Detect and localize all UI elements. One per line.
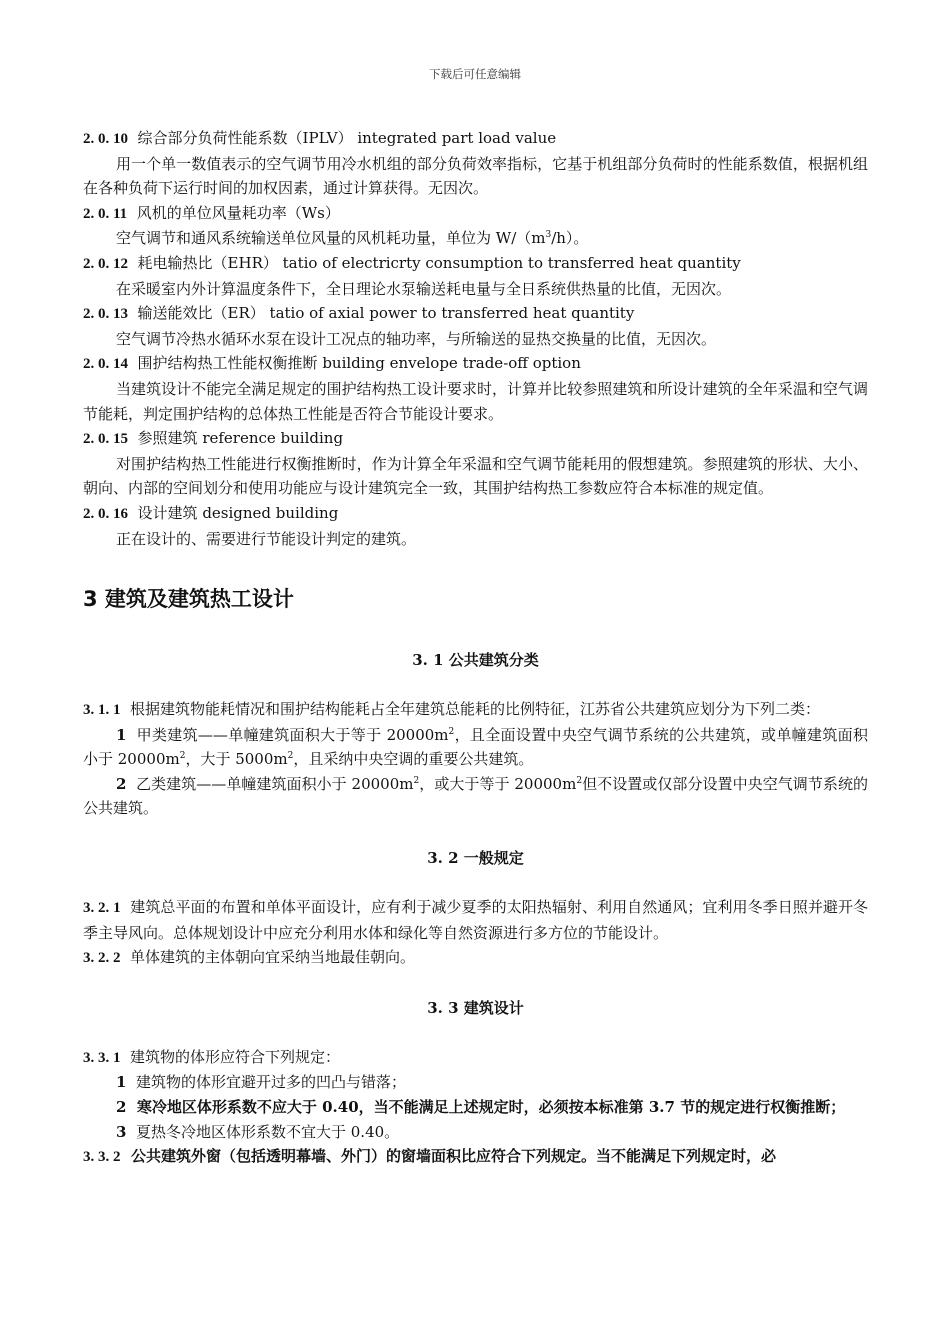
chapter-3-title: 3 建筑及建筑热工设计 xyxy=(83,587,294,612)
clause-text: 建筑总平面的布置和单体平面设计，应有利于减少夏季的太阳热辐射、利用自然通风；宜利用冬季日照并避开冬季主导风向。总体规划设计中应充分利用水体和绿化等自然资源进行多方位的节能设计。 xyxy=(83,898,868,942)
item-text: 乙类建筑——单幢建筑面积小于 20000m xyxy=(136,774,414,793)
clause-3-3-1-item-3 xyxy=(83,1120,868,1145)
term-2-0-12-heading xyxy=(83,251,868,277)
clause-number: 2. 0. 14 xyxy=(83,356,128,373)
clause-text: 根据建筑物能耗情况和围护结构能耗占全年建筑总能耗的比例特征，江苏省公共建筑应划分为下列二类： xyxy=(130,700,821,719)
clause-number: 2. 0. 16 xyxy=(83,505,128,522)
clause-3-1-1 xyxy=(83,697,868,723)
term-2-0-13-body: 空气调节冷热水循环水泵在设计工况点的轴功率，与所输送的显热交换量的比值，无因次。 xyxy=(116,329,717,348)
superscript: 2 xyxy=(179,751,186,762)
clause-number: 3. 2. 2 xyxy=(83,950,121,967)
clause-number: 2. 0. 15 xyxy=(83,431,128,448)
clause-number: 3. 3. 1 xyxy=(83,1049,121,1066)
item-number: 3 xyxy=(116,1122,127,1141)
term-title: 输送能效比（ER） tatio of axial power to transferred heat quantity xyxy=(137,304,635,323)
clause-number: 2. 0. 13 xyxy=(83,306,128,323)
term-title: 参照建筑 reference building xyxy=(137,429,344,448)
term-2-0-14-heading xyxy=(83,351,868,377)
superscript: 2 xyxy=(448,726,455,737)
clause-number: 3. 3. 2 xyxy=(83,1149,121,1166)
clause-number: 2. 0. 11 xyxy=(83,205,128,222)
item-text: 但不设置或仅部分设置中央空气调节系统的公共建筑。 xyxy=(83,774,868,818)
section-3-2-title: 3. 2 一般规定 xyxy=(427,849,524,868)
item-text: ，或大于等于 20000m xyxy=(419,774,577,793)
item-number: 2 xyxy=(116,774,127,793)
term-2-0-15-heading xyxy=(83,426,868,452)
term-2-0-11-body xyxy=(83,226,868,251)
superscript: 2 xyxy=(287,751,294,762)
term-title: 综合部分负荷性能系数（IPLV） integrated part load value xyxy=(137,129,557,147)
item-number: 2 xyxy=(116,1098,127,1117)
clause-3-3-1-item-1 xyxy=(83,1070,868,1095)
term-title: 设计建筑 designed building xyxy=(137,503,339,522)
term-title: 耗电输热比（EHR） tatio of electricrty consumption to transferred heat quantity xyxy=(137,253,741,272)
term-2-0-16-body: 正在设计的、需要进行节能设计判定的建筑。 xyxy=(116,529,417,548)
item-number: 1 xyxy=(116,1073,127,1092)
clause-3-2-2 xyxy=(83,945,868,971)
item-text: 甲类建筑——单幢建筑面积大于等于 20000m xyxy=(136,725,449,744)
term-2-0-13-heading xyxy=(83,301,868,327)
term-2-0-15-body: 对围护结构热工性能进行权衡推断时，作为计算全年采温和空气调节能耗用的假想建筑。参照建筑的形状、大小、朝向、内部的空间划分和使用功能应与设计建筑完全一致，其围护结构热工参数应符合本标准的规定值。 xyxy=(83,454,868,498)
clause-3-2-1 xyxy=(83,895,868,945)
clause-text: 单体建筑的主体朝向宜采纳当地最佳朝向。 xyxy=(130,948,416,967)
term-title: 围护结构热工性能权衡推断 building envelope trade-off option xyxy=(137,354,581,373)
clause-3-1-1-item-1 xyxy=(83,723,868,772)
item-text: 寒冷地区体形系数不应大于 0.40，当不能满足上述规定时，必须按本标准第 3.7 节的规定进行权衡推断； xyxy=(136,1098,846,1117)
term-2-0-16-heading xyxy=(83,501,868,527)
term-2-0-10-heading xyxy=(83,126,868,152)
item-text: ，大于 5000m xyxy=(185,750,288,769)
clause-3-3-1-item-2 xyxy=(83,1095,868,1120)
superscript: 2 xyxy=(576,775,583,786)
term-2-0-11-heading xyxy=(83,201,868,227)
clause-number: 2. 0. 10 xyxy=(83,131,128,147)
clause-text: 建筑物的体形应符合下列规定： xyxy=(130,1047,341,1066)
body-text: /h）。 xyxy=(551,229,589,248)
clause-text: 公共建筑外窗（包括透明幕墙、外门）的窗墙面积比应符合下列规定。当不能满足下列规定时，必 xyxy=(130,1147,776,1166)
page-header: 下载后可任意编辑 xyxy=(429,67,521,81)
term-2-0-12-body: 在采暖室内外计算温度条件下，全日理论水泵输送耗电量与全日系统供热量的比值，无因次。 xyxy=(116,279,732,298)
term-2-0-10-body: 用一个单一数值表示的空气调节用冷水机组的部分负荷效率指标，它基于机组部分负荷时的性能系数值，根据机组在各种负荷下运行时间的加权因素，通过计算获得。无因次。 xyxy=(83,154,868,198)
section-3-1-title: 3. 1 公共建筑分类 xyxy=(412,651,539,670)
term-2-0-14-body: 当建筑设计不能完全满足规定的围护结构热工设计要求时，计算并比较参照建筑和所设计建筑的全年采温和空气调节能耗，判定围护结构的总体热工性能是否符合节能设计要求。 xyxy=(83,379,868,423)
item-text: ，且全面设置中央空气调节系统的公共建筑，或单幢建筑面积小于 20000m xyxy=(83,725,868,769)
superscript: 3 xyxy=(545,230,552,241)
clause-number: 3. 2. 1 xyxy=(83,900,121,917)
document-body xyxy=(83,126,868,1170)
clause-3-1-1-item-2 xyxy=(83,772,868,821)
section-3-3-title: 3. 3 建筑设计 xyxy=(427,998,524,1017)
superscript: 2 xyxy=(413,775,420,786)
clause-number: 3. 1. 1 xyxy=(83,702,121,719)
body-text: 空气调节和通风系统输送单位风量的风机耗功量，单位为 W/（m xyxy=(116,229,546,248)
term-title: 风机的单位风量耗功率（Ws） xyxy=(136,203,340,222)
item-number: 1 xyxy=(116,725,127,744)
item-text: 建筑物的体形宜避开过多的凹凸与错落； xyxy=(135,1073,406,1092)
item-text: 夏热冬冷地区体形系数不宜大于 0.40。 xyxy=(135,1122,400,1141)
clause-3-3-1 xyxy=(83,1045,868,1071)
item-text: ，且采纳中央空调的重要公共建筑。 xyxy=(293,750,534,769)
clause-number: 2. 0. 12 xyxy=(83,255,128,272)
clause-3-3-2 xyxy=(83,1144,868,1170)
